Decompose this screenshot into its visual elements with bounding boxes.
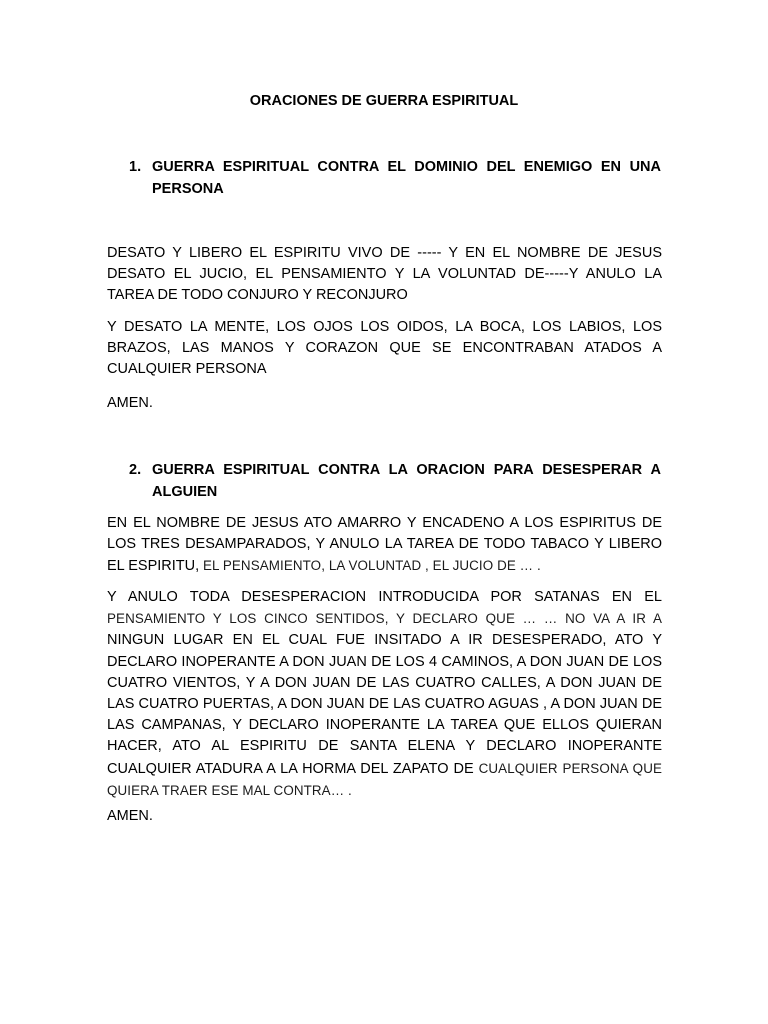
section-2-heading [129, 459, 661, 503]
section-2-heading-text: GUERRA ESPIRITUAL CONTRA LA ORACION PARA DESESPERAR A ALGUIEN [152, 462, 661, 500]
section-2-paragraph-1 [107, 513, 662, 578]
section-1-amen: AMEN. [107, 395, 153, 411]
section-1-number: 1. [129, 159, 142, 175]
section-2-number: 2. [129, 462, 142, 478]
section-2-paragraph-2-text-c: NINGUN LUGAR EN EL CUAL FUE INSITADO A IR DESESPERADO, ATO Y DECLARO INOPERANTE A DON JUAN DE LOS 4 CAMINOS, A DON JUAN DE LOS CUATRO VIENTOS, Y A DON JUAN DE LAS CUATRO CALLES, A DON JUAN DE LAS CUATRO PUERTAS, A DON JUAN DE LAS CUATRO AGUAS , A DON JUAN DE LAS CAMPANAS, Y DECLARO INOPERANTE LA TAREA QUE ELLOS QUIERAN HACER, ATO AL ESPIRITU DE SANTA ELENA Y DECLARO INOPERANTE CUALQUIER ATADURA A LA HORMA DEL ZAPATO DE [107, 632, 662, 777]
document-title: ORACIONES DE GUERRA ESPIRITUAL [249, 93, 519, 109]
section-2-paragraph-1-light-text: EL PENSAMIENTO, LA VOLUNTAD , EL JUCIO DE … . [199, 558, 541, 574]
section-2-paragraph-2-light-text-b: PENSAMIENTO Y LOS CINCO SENTIDOS, Y DECLARO QUE … … NO VA A IR A [107, 611, 662, 627]
section-2-amen: AMEN. [107, 808, 153, 824]
section-1-paragraph-1: DESATO Y LIBERO EL ESPIRITU VIVO DE ----- Y EN EL NOMBRE DE JESUS DESATO EL JUCIO, EL PENSAMIENTO Y LA VOLUNTAD DE-----Y ANULO LA TAREA DE TODO CONJURO Y RECONJURO [107, 245, 662, 304]
section-2-paragraph-2-text-a: Y ANULO TODA DESESPERACION INTRODUCIDA POR SATANAS EN EL [107, 589, 662, 605]
section-1-heading-text: GUERRA ESPIRITUAL CONTRA EL DOMINIO DEL ENEMIGO EN UNA PERSONA [152, 159, 661, 197]
section-2-paragraph-2-light-text-d: CUALQUIER PERSONA QUE QUIERA TRAER ESE MAL CONTRA… . [107, 760, 662, 798]
section-2-paragraph-2 [107, 587, 662, 802]
section-2-paragraph-1-text: EN EL NOMBRE DE JESUS ATO AMARRO Y ENCADENO A LOS ESPIRITUS DE LOS TRES DESAMPARADOS, Y ANULO LA TAREA DE TODO TABACO Y LIBERO EL ESPIRITU, [107, 515, 662, 575]
section-1-heading [129, 156, 661, 200]
section-1-paragraph-2: Y DESATO LA MENTE, LOS OJOS LOS OIDOS, LA BOCA, LOS LABIOS, LOS BRAZOS, LAS MANOS Y CORAZON QUE SE ENCONTRABAN ATADOS A CUALQUIER PERSONA [107, 319, 662, 378]
